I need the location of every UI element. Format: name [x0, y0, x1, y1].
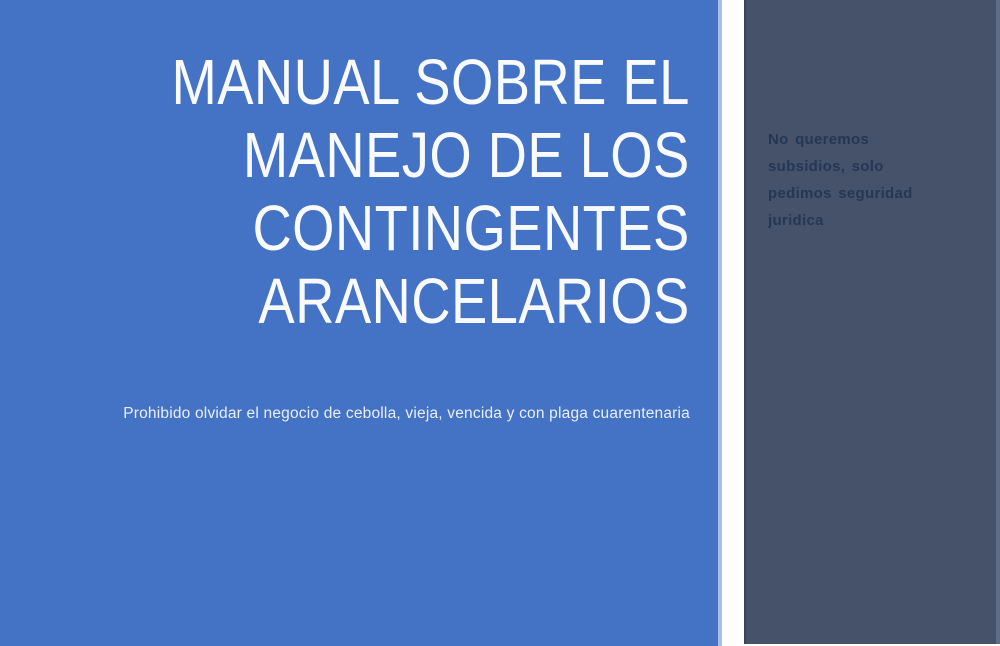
panel-gutter	[722, 0, 744, 646]
title-line-3: CONTINGENTES	[252, 192, 690, 264]
sidebar-quote	[768, 126, 953, 234]
document-title	[172, 46, 690, 338]
title-line-1: MANUAL SOBRE EL	[171, 46, 690, 118]
quote-line-3: pedimos seguridad	[768, 185, 913, 202]
sidebar-right-edge	[996, 0, 1000, 644]
quote-line-4: juridica	[768, 212, 824, 229]
document-subtitle: Prohibido olvidar el negocio de cebolla, vieja, vencida y con plaga cuarentenaria	[123, 405, 690, 422]
quote-line-2: subsidios, solo	[768, 158, 884, 175]
title-line-2: MANEJO DE LOS	[243, 119, 690, 191]
quote-line-1: No queremos	[768, 131, 870, 148]
title-line-4: ARANCELARIOS	[258, 265, 690, 337]
cover-sidebar-panel	[744, 0, 1000, 644]
